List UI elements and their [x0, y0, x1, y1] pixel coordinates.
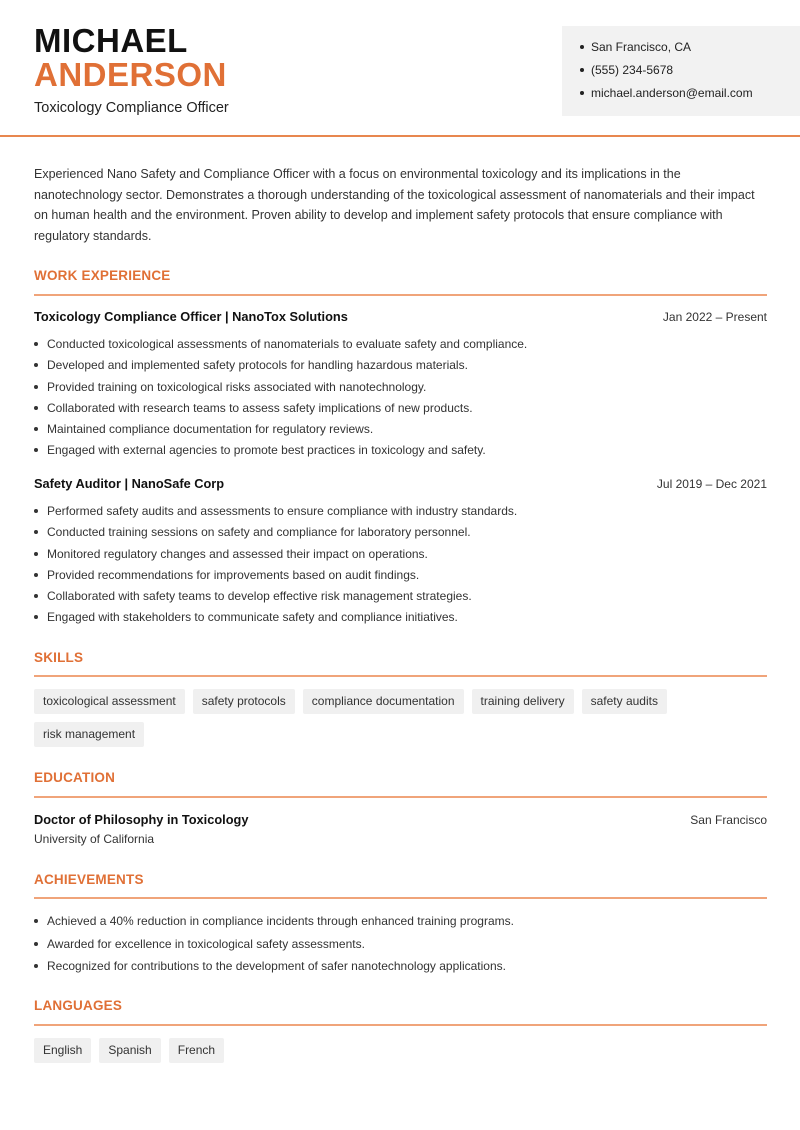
list-item	[34, 958, 767, 981]
bullet-icon	[34, 964, 38, 968]
list-item-text: Developed and implemented safety protocols for handling hazardous materials.	[47, 358, 468, 373]
bullet-icon	[34, 363, 38, 367]
list-item-text: Collaborated with research teams to assess safety implications of new products.	[47, 400, 473, 415]
list-item-text: Engaged with external agencies to promote best practices in toxicology and safety.	[47, 443, 486, 458]
bullet-icon	[580, 68, 584, 72]
skill-tag: training delivery	[472, 689, 574, 714]
list-item-text: Awarded for excellence in toxicological safety assessments.	[47, 936, 365, 951]
list-item	[34, 913, 767, 936]
bullet-icon	[34, 385, 38, 389]
bullet-icon	[34, 615, 38, 619]
list-item	[34, 442, 767, 463]
section-title-work: WORK EXPERIENCE	[34, 268, 171, 283]
list-item	[34, 503, 767, 524]
skill-tag: safety protocols	[193, 689, 295, 714]
list-item	[34, 546, 767, 567]
list-item-text: Monitored regulatory changes and assessed their impact on operations.	[47, 546, 428, 561]
list-item	[34, 379, 767, 400]
job-title-company: Toxicology Compliance Officer | NanoTox Solutions	[34, 309, 348, 324]
bullet-icon	[34, 342, 38, 346]
section-title-achievements: ACHIEVEMENTS	[34, 872, 144, 887]
resume-header	[0, 0, 800, 137]
list-item-text: Conducted training sessions on safety and compliance for laboratory personnel.	[47, 525, 471, 540]
contact-location	[580, 40, 800, 63]
job-dates: Jan 2022 – Present	[662, 310, 767, 324]
section-title-education: EDUCATION	[34, 770, 116, 785]
degree: Doctor of Philosophy in Toxicology	[34, 812, 249, 827]
language-tag: French	[169, 1038, 224, 1063]
contact-email-text[interactable]: michael.anderson@email.com	[591, 86, 753, 100]
contact-location-text: San Francisco, CA	[591, 40, 692, 54]
achievements-list	[34, 913, 767, 981]
bullet-icon	[34, 448, 38, 452]
skill-tag: compliance documentation	[303, 689, 464, 714]
job-bullets	[34, 503, 767, 631]
list-item	[34, 936, 767, 959]
list-item-text: Provided training on toxicological risks associated with nanotechnology.	[47, 379, 427, 394]
bullet-icon	[34, 406, 38, 410]
list-item-text: Maintained compliance documentation for regulatory reviews.	[47, 422, 374, 437]
skill-tag: safety audits	[582, 689, 667, 714]
last-name: ANDERSON	[34, 56, 227, 93]
contact-phone-text: (555) 234-5678	[591, 63, 674, 77]
education-header	[34, 812, 767, 827]
list-item	[34, 567, 767, 588]
section-divider	[34, 897, 767, 899]
list-item	[34, 357, 767, 378]
list-item	[34, 400, 767, 421]
contact-box	[562, 26, 800, 116]
bullet-icon	[34, 594, 38, 598]
contact-email[interactable]	[580, 86, 800, 109]
school-name: University of California	[34, 832, 155, 846]
bullet-icon	[34, 530, 38, 534]
list-item	[34, 336, 767, 357]
job-bullets	[34, 336, 767, 464]
summary-paragraph: Experienced Nano Safety and Compliance Officer with a focus on environmental toxicology and its implications in the nanotechnology sector. Demonstrates a thorough understanding of the toxicological assessment of nanomaterials and their impact on human health and the environment. Proven ability to develop and implement safety protocols that ensure compliance with regulatory standards.	[34, 167, 755, 244]
section-divider	[34, 1024, 767, 1026]
job-header	[34, 309, 767, 324]
list-item-text: Conducted toxicological assessments of nanomaterials to evaluate safety and compliance.	[47, 337, 528, 351]
language-tag: Spanish	[99, 1038, 160, 1063]
job-dates: Jul 2019 – Dec 2021	[656, 477, 767, 491]
list-item	[34, 609, 767, 630]
section-title-skills: SKILLS	[34, 650, 84, 665]
job-title-company: Safety Auditor | NanoSafe Corp	[34, 476, 225, 491]
list-item-text: Engaged with stakeholders to communicate safety and compliance initiatives.	[47, 610, 458, 625]
list-item-text: Recognized for contributions to the development of safer nanotechnology applications.	[47, 959, 506, 973]
education-location: San Francisco	[690, 813, 767, 827]
list-item-text: Performed safety audits and assessments to ensure compliance with industry standards.	[47, 504, 518, 518]
language-tag: English	[34, 1038, 91, 1063]
bullet-icon	[34, 919, 38, 923]
bullet-icon	[34, 573, 38, 577]
bullet-icon	[34, 427, 38, 431]
list-item	[34, 524, 767, 545]
list-item	[34, 588, 767, 609]
languages-tags	[34, 1038, 774, 1063]
skill-tag: toxicological assessment	[34, 689, 185, 714]
section-divider	[34, 675, 767, 677]
bullet-icon	[580, 91, 584, 95]
bullet-icon	[34, 552, 38, 556]
skills-tags	[34, 689, 774, 747]
bullet-icon	[34, 942, 38, 946]
list-item-text: Achieved a 40% reduction in compliance incidents through enhanced training programs.	[47, 914, 514, 928]
job-header	[34, 476, 767, 491]
bullet-icon	[34, 509, 38, 513]
bullet-icon	[580, 45, 584, 49]
skill-tag: risk management	[34, 722, 144, 747]
list-item	[34, 421, 767, 442]
contact-phone	[580, 63, 800, 86]
list-item-text: Collaborated with safety teams to develop effective risk management strategies.	[47, 589, 472, 604]
section-divider	[34, 796, 767, 798]
section-title-languages: LANGUAGES	[34, 998, 123, 1013]
job-title: Toxicology Compliance Officer	[34, 100, 229, 116]
list-item-text: Provided recommendations for improvements based on audit findings.	[47, 567, 420, 582]
section-divider	[34, 294, 767, 296]
first-name: MICHAEL	[34, 22, 188, 59]
